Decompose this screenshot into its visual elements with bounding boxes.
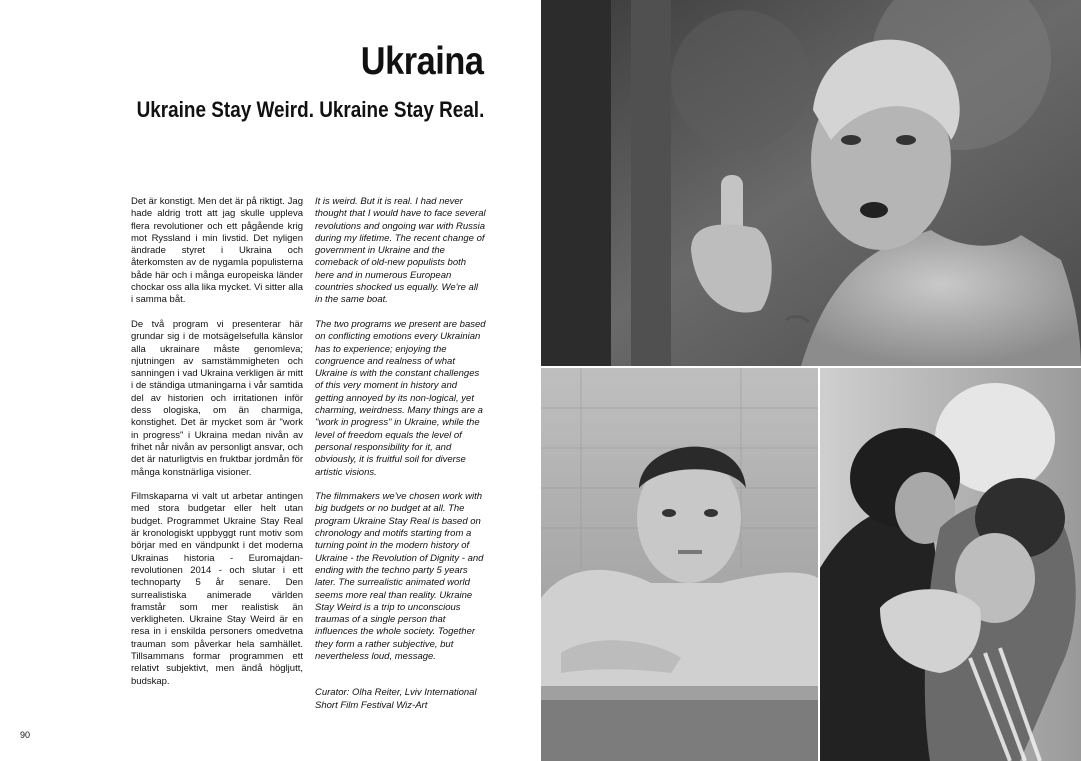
english-paragraph: The two programs we present are based on conflicting emotions every Ukrainian has to experience; enjoying the congruence and realness of what Ukraine is with the constant challenges of this very moment in history and getting annoyed by its non-logical, yet charming, weirdness. Many things are a "work in progress" in Ukraine, while the level of freedom equals the level of personal responsibility for it, and obviously, it is fruitful soil for diverse artistic visions. [315, 318, 486, 478]
swedish-paragraph: Det är konstigt. Men det är på riktigt. Jag hade aldrig trott att jag skulle uppleva flera revolutioner och ett pågående krig mot Ryssland i min livstid. Det nyligen ändrade styret i Ukraina och återkomsten av de nygamla populisterna både här och i många europeiska länder chockar oss alla lika mycket. Vi sitter alla i samma båt. [131, 196, 303, 306]
page-title: Ukraina [361, 40, 484, 83]
photo-man-pool [541, 368, 818, 761]
english-paragraph: The filmmakers we've chosen work with big budgets or no budget at all. The program Ukraine Stay Real is based on chronology and motifs starting from a turning point in the modern history of Ukraine - the Revolution of Dignity - and ending with the techno party 5 years later. The surrealistic animated world seems more real than reality. Ukraine Stay Weird is a trip to unconscious traumas of a single person that influences the whole society. Together they form a rather subjective, but nevertheless loud, message. [315, 491, 484, 662]
english-column [315, 196, 487, 724]
photo-embrace [820, 368, 1081, 761]
english-paragraph: It is weird. But it is real. I had never thought that I would have to face several revolutions and ongoing war with Russia during my lifetime. The recent change of government in Ukraine and the comeback of old-new populists both here and in numerous European countries shocked us equally. We're all in the same boat. [315, 196, 486, 306]
page-subtitle: Ukraine Stay Weird. Ukraine Stay Real. [136, 97, 484, 122]
photo-woman-finger [541, 0, 1081, 366]
swedish-paragraph: De två program vi presenterar här grundar sig i de motsägelsefulla känslor alla ukrainare måste genomleva; njutningen av samstämmigheten och sanningen i vad Ukraina verkligen är mitt i de ständiga utmaningarna i vår samtida del av historien och irritationen inför dess ologiska, om än charmiga, konstighet. Det är mycket som är "work in progress" i Ukraina medan nivån av frihet når nivån av personligt ansvar, och det är naturligtvis en fruktbar jordmån för många konstnärliga visioner. [131, 318, 303, 478]
swedish-paragraph: Filmskaparna vi valt ut arbetar antingen med stora budgetar eller helt utan budget. Programmet Ukraine Stay Real är kronologiskt uppbyggt runt motiv som börjar med en vändpunkt i det moderna Ukrainas historia - Euromajdan-revolutionen 2014 - och slutar i ett technoparty 5 år senare. Den surrealistiska animerade världen framstår som mer realistisk än verkligheten. Ukraine Stay Weird är en resa in i enskilda personers omedvetna trauman som påverkar hela samhället. Tillsammans formar programmen ett relativt subjektivt, men ändå högljutt, budskap. [131, 491, 303, 687]
swedish-column [131, 196, 303, 700]
curator-credit: Curator: Olha Reiter, Lviv International Short Film Festival Wiz-Art [315, 687, 477, 711]
page-number: 90 [20, 730, 31, 740]
